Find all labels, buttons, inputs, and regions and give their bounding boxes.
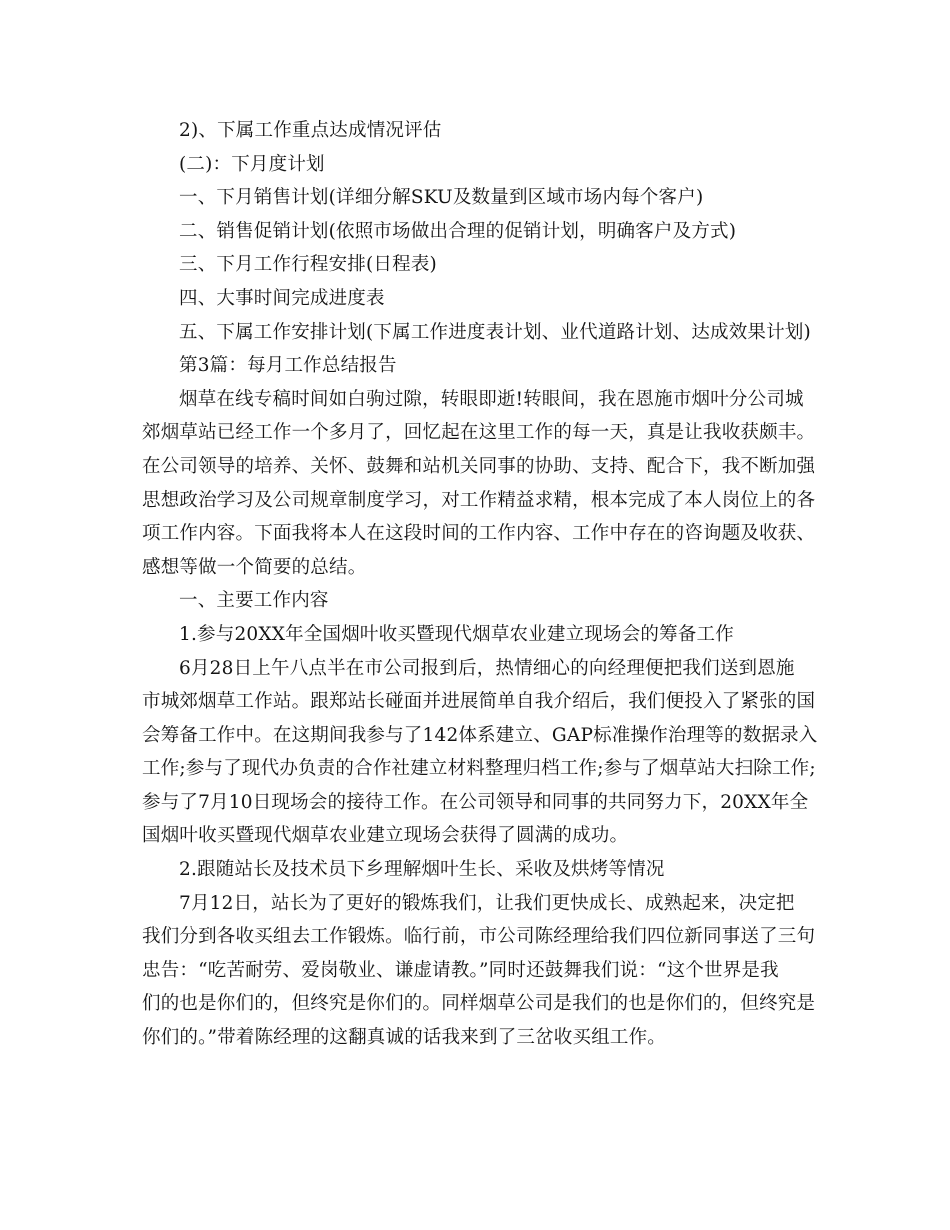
text-line: 会筹备工作中。在这期间我参与了142体系建立、GAP标准操作治理等的数据录入 [142,724,818,746]
text-line: 们的也是你们的，但终究是你们的。同样烟草公司是我们的也是你们的，但终究是 [142,993,816,1015]
text-line: 我们分到各收买组去工作锻炼。临行前，市公司陈经理给我们四位新同事送了三句 [142,926,816,948]
text-line: 工作;参与了现代办负责的合作社建立材料整理归档工作;参与了烟草站大扫除工作; [142,758,816,780]
text-line: (二)：下月度计划 [179,153,325,175]
document-body [142,114,818,1055]
text-line: 五、下属工作安排计划(下属工作进度表计划、业代道路计划、达成效果计划) [179,321,811,343]
text-line: 项工作内容。下面我将本人在这段时间的工作内容、工作中存在的咨询题及收获、 [142,523,816,545]
text-line: 忠告：“吃苦耐劳、爱岗敬业、谦虚请教。”同时还鼓舞我们说：“这个世界是我 [142,959,779,981]
text-line: 郊烟草站已经工作一个多月了，回忆起在这里工作的每一天，真是让我收获颇丰。 [142,422,816,444]
text-line: 在公司领导的培养、关怀、鼓舞和站机关同事的协助、支持、配合下，我不断加强 [142,455,816,477]
text-line: 你们的。”带着陈经理的这翻真诚的话我来到了三岔收买组工作。 [142,1027,667,1049]
text-line: 烟草在线专稿时间如白驹过隙，转眼即逝!转眼间，我在恩施市烟叶分公司城 [179,388,804,410]
text-line: 一、下月销售计划(详细分解SKU及数量到区域市场内每个客户) [179,187,704,209]
text-line: 三、下月工作行程安排(日程表) [179,254,437,276]
text-line: 6月28日上午八点半在市公司报到后，热情细心的向经理便把我们送到恩施 [179,657,795,679]
text-line: 1.参与20XX年全国烟叶收买暨现代烟草农业建立现场会的筹备工作 [179,623,734,645]
text-line: 2)、下属工作重点达成情况评估 [179,120,442,141]
text-line: 参与了7月10日现场会的接待工作。在公司领导和同事的共同努力下，20XX年全 [142,791,809,813]
text-line: 一、主要工作内容 [179,590,329,612]
text-line: 市城郊烟草工作站。跟郑站长碰面并进展简单自我介绍后，我们便投入了紧张的国 [142,691,816,713]
text-line: 四、大事时间完成进度表 [179,287,385,309]
text-line: 思想政治学习及公司规章制度学习，对工作精益求精，根本完成了本人岗位上的各 [142,489,816,511]
text-line: 7月12日，站长为了更好的锻炼我们，让我们更快成长、成熟起来，决定把 [179,892,795,914]
text-line: 第3篇：每月工作总结报告 [179,355,397,377]
text-line: 二、销售促销计划(依照市场做出合理的促销计划，明确客户及方式) [179,220,737,242]
text-line: 感想等做一个简要的总结。 [142,556,367,578]
text-line: 国烟叶收买暨现代烟草农业建立现场会获得了圆满的成功。 [142,825,629,847]
text-line: 2.跟随站长及技术员下乡理解烟叶生长、采收及烘烤等情况 [179,859,665,881]
